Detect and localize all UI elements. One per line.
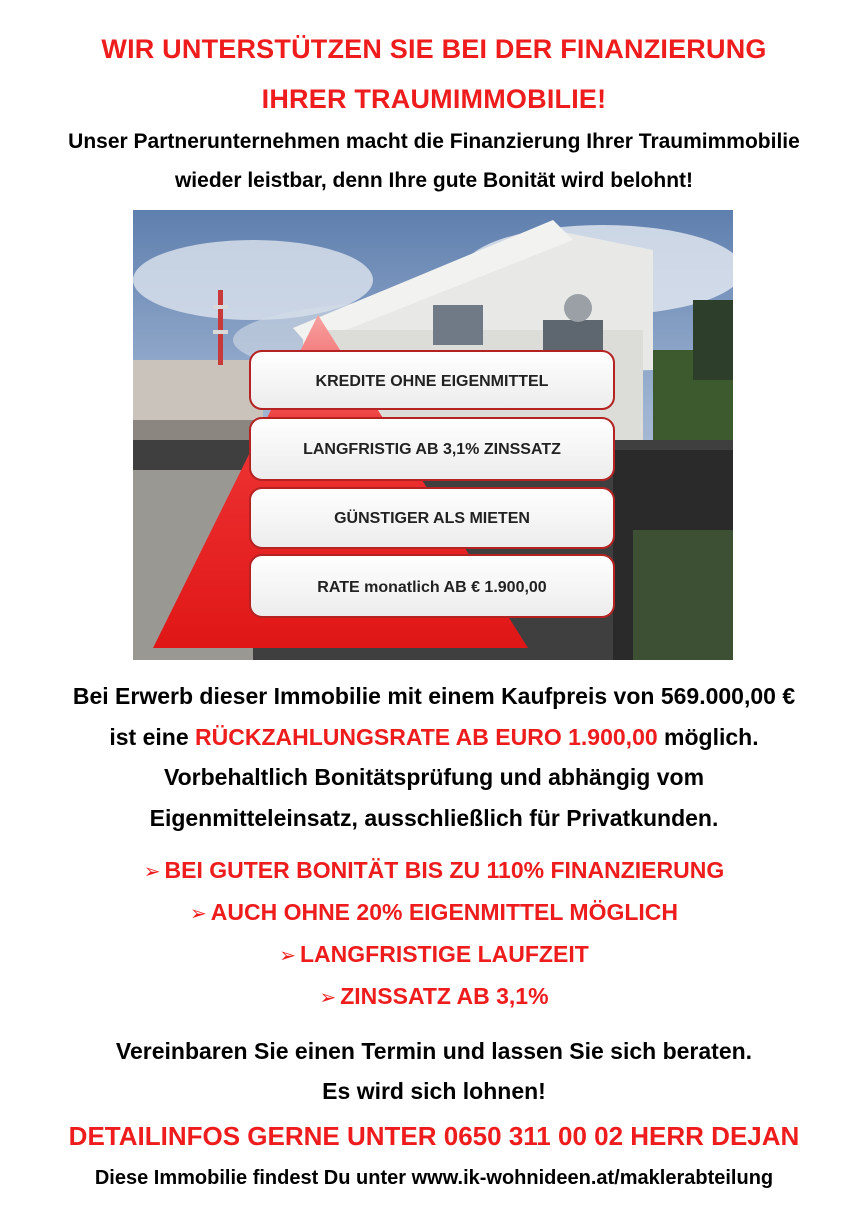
subline-1: Unser Partnerunternehmen macht die Finanzierung Ihrer Traumimmobilie [68, 130, 800, 153]
bullet-item [0, 857, 868, 884]
cta-line-1: Vereinbaren Sie einen Termin und lassen Sie sich beraten. [115, 1038, 753, 1064]
bullet-text: LANGFRISTIGE LAUFZEIT [300, 941, 589, 967]
cta-line-2: Es wird sich lohnen! [322, 1078, 546, 1104]
contact-line: DETAILINFOS GERNE UNTER 0650 311 00 02 HERR DEJAN [68, 1121, 800, 1151]
subline-2: wieder leistbar, denn Ihre gute Bonität wird belohnt! [174, 169, 694, 192]
pyramid-pill-1 [250, 351, 614, 409]
headline-line-2: IHRER TRAUMIMMOBILIE! [261, 84, 607, 114]
offer-line-2-prefix: ist eine [109, 724, 196, 750]
headline-line-1: WIR UNTERSTÜTZEN SIE BEI DER FINANZIERUNG [101, 34, 767, 64]
footer-url-line: Diese Immobilie findest Du unter www.ik-wohnideen.at/maklerabteilung [94, 1167, 774, 1189]
bullet-item [0, 941, 868, 968]
arrow-bullet-icon: ➢ [279, 945, 296, 967]
pyramid-item-1: KREDITE OHNE EIGENMITTEL [315, 373, 549, 390]
offer-line-4: Eigenmitteleinsatz, ausschließlich für Privatkunden. [149, 805, 719, 831]
offer-line-2-suffix: möglich. [657, 724, 759, 750]
arrow-bullet-icon: ➢ [143, 861, 161, 883]
offer-rate-highlight: RÜCKZAHLUNGSRATE AB EURO 1.900,00 [195, 724, 658, 750]
bullet-text: AUCH OHNE 20% EIGENMITTEL MÖGLICH [210, 899, 679, 925]
pyramid-pill-2 [250, 418, 614, 480]
bullet-text: BEI GUTER BONITÄT BIS ZU 110% FINANZIERUNG [164, 857, 725, 883]
property-photo [133, 210, 733, 660]
bullet-item [0, 899, 868, 926]
pyramid-item-4: RATE monatlich AB € 1.900,00 [317, 579, 547, 596]
pyramid-pill-4 [250, 555, 614, 617]
offer-line-1: Bei Erwerb dieser Immobilie mit einem Kaufpreis von 569.000,00 € [72, 683, 796, 709]
pyramid-pill-3 [250, 488, 614, 548]
offer-line-3: Vorbehaltlich Bonitätsprüfung und abhängig vom [163, 764, 705, 790]
offer-line-2 [0, 724, 868, 751]
arrow-bullet-icon: ➢ [319, 987, 337, 1009]
pyramid-item-3: GÜNSTIGER ALS MIETEN [334, 510, 530, 527]
pyramid-item-2: LANGFRISTIG AB 3,1% ZINSSATZ [303, 441, 561, 458]
bullet-item [0, 983, 868, 1010]
bullet-text: ZINSSATZ AB 3,1% [340, 983, 549, 1009]
arrow-bullet-icon: ➢ [189, 903, 207, 925]
